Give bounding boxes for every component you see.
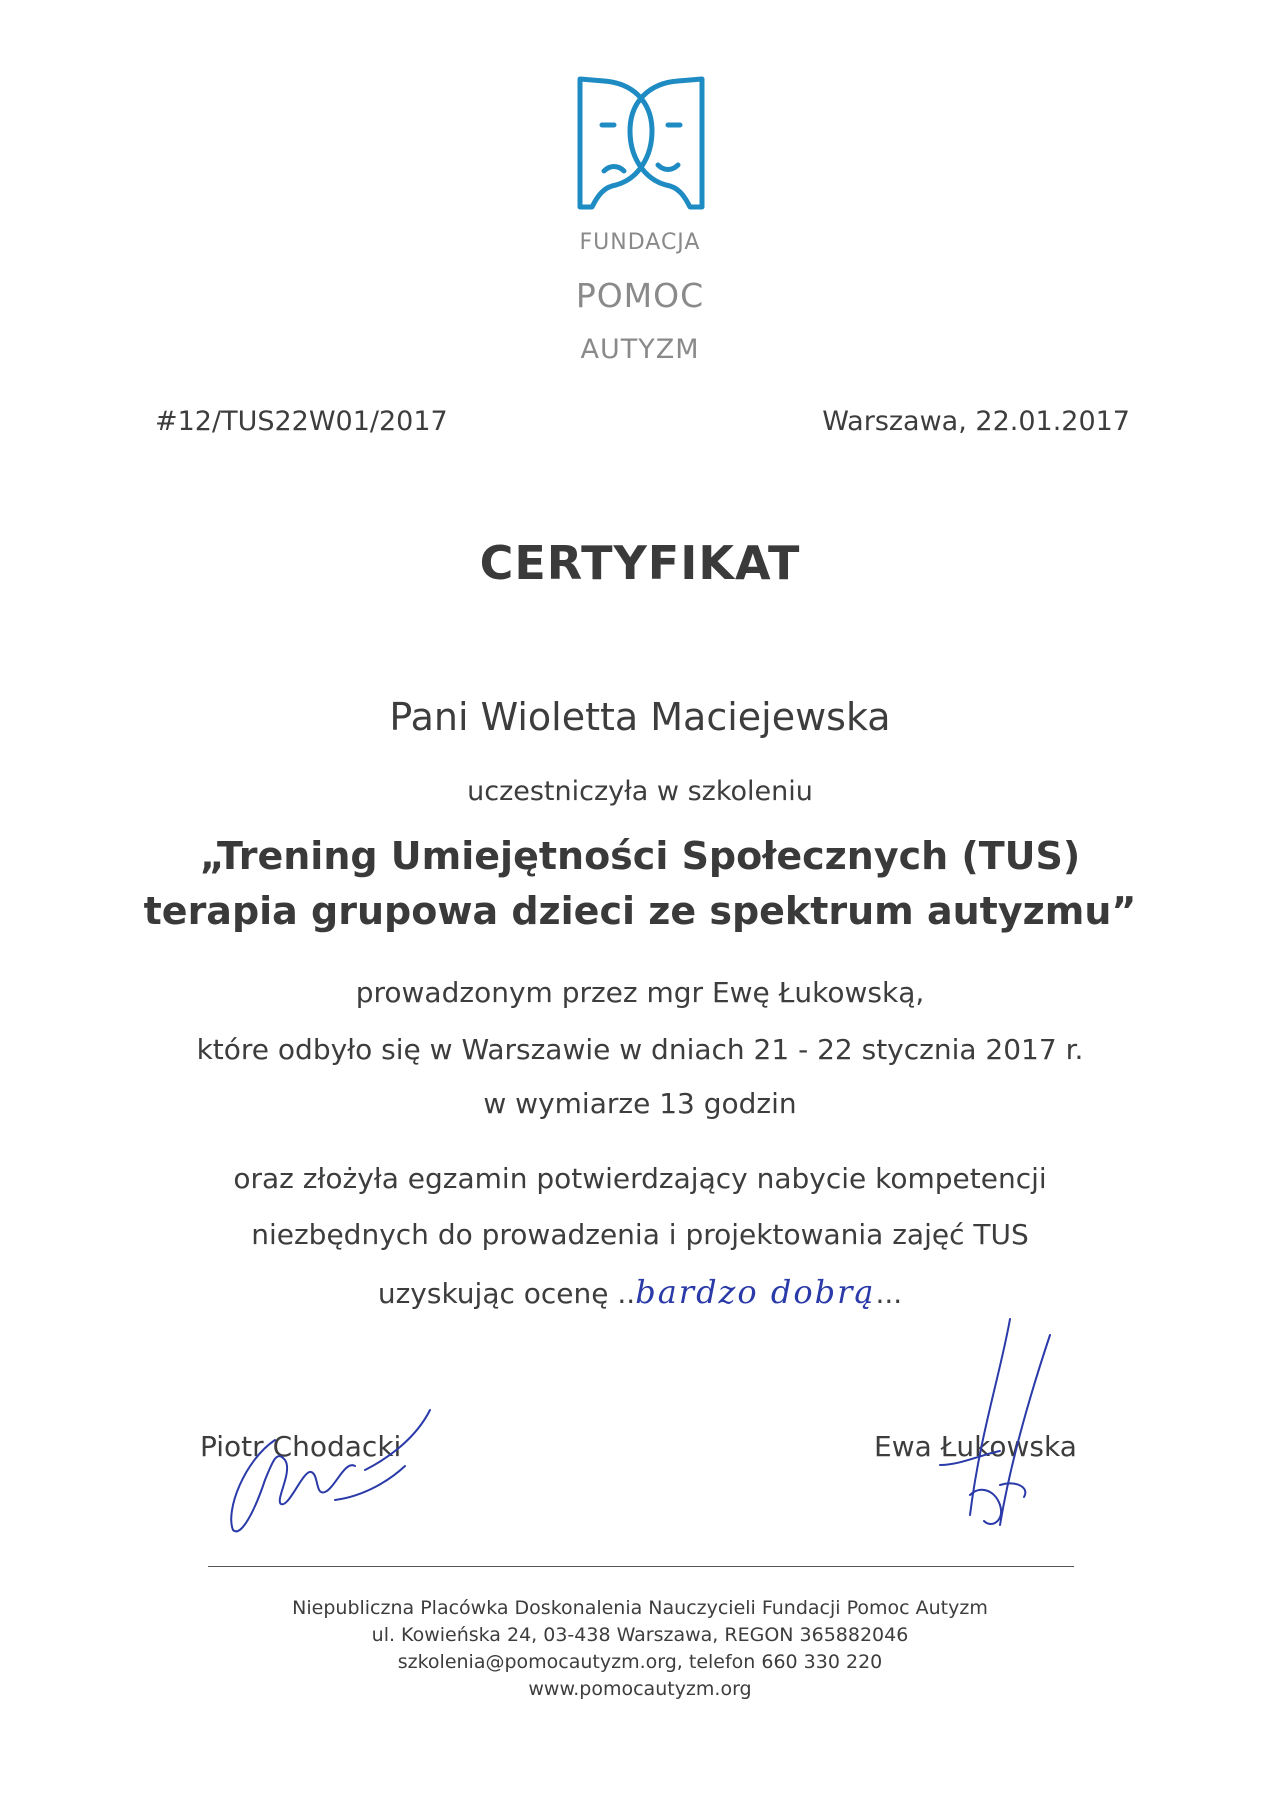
footer-institution: Niepubliczna Placówka Doskonalenia Nauczycieli Fundacji Pomoc Autyzm xyxy=(292,1597,988,1619)
grade-trail: ... xyxy=(875,1277,903,1310)
training-dates-text: które odbyło się w Warszawie w dniach 21 - 22 stycznia 2017 r. xyxy=(196,1033,1084,1066)
certificate-title: CERTYFIKAT xyxy=(479,536,801,590)
grade-value-handwritten: bardzo dobrą xyxy=(635,1273,876,1311)
training-hours-text: w wymiarze 13 godzin xyxy=(483,1087,797,1120)
grade-row xyxy=(0,1273,1280,1311)
footer-contact: szkolenia@pomocautyzm.org, telefon 660 330 220 xyxy=(397,1651,883,1673)
reference-number: #12/TUS22W01/2017 xyxy=(155,406,448,437)
exam-text-line-1: oraz złożyła egzamin potwierdzający nabycie kompetencji xyxy=(233,1162,1047,1195)
grade-label: uzyskując ocenę .. xyxy=(377,1277,636,1310)
footer-website: www.pomocautyzm.org xyxy=(528,1678,752,1700)
instructor-text: prowadzonym przez mgr Ewę Łukowską, xyxy=(355,976,925,1009)
footer-address: ul. Kowieńska 24, 03-438 Warszawa, REGON 365882046 xyxy=(371,1624,909,1646)
place-date: Warszawa, 22.01.2017 xyxy=(822,406,1130,437)
course-title-line-2: terapia grupowa dzieci ze spektrum autyzmu” xyxy=(143,889,1137,933)
theatre-masks-logo-icon xyxy=(574,75,708,211)
signature-left-icon xyxy=(215,1400,455,1540)
footer-divider xyxy=(208,1566,1074,1567)
signatory-right-name: Ewa Łukowska xyxy=(874,1430,1077,1463)
logo-text-autyzm: AUTYZM xyxy=(580,334,700,365)
exam-text-line-2: niezbędnych do prowadzenia i projektowania zajęć TUS xyxy=(251,1218,1029,1251)
course-title-line-1: „Trening Umiejętności Społecznych (TUS) xyxy=(199,834,1081,878)
participation-text: uczestniczyła w szkoleniu xyxy=(467,776,813,807)
recipient-name: Pani Wioletta Maciejewska xyxy=(389,695,891,739)
logo-text-pomoc: POMOC xyxy=(575,276,705,315)
signatory-left-name: Piotr Chodacki xyxy=(200,1430,402,1463)
signature-right-icon xyxy=(900,1315,1080,1545)
logo-text-fundacja: FUNDACJA xyxy=(579,230,701,255)
